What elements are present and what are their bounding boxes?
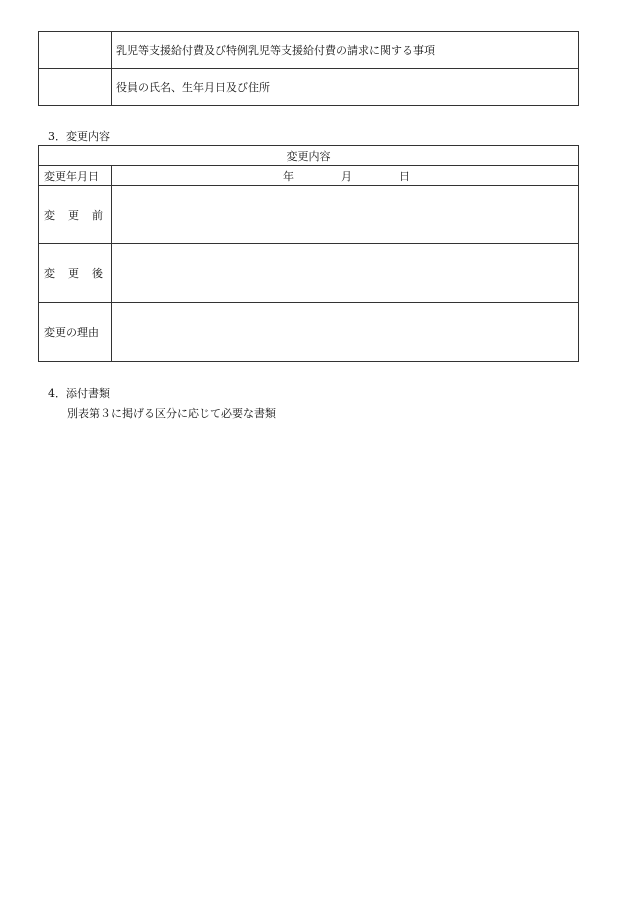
reason-value-cell[interactable] xyxy=(112,303,578,361)
after-row xyxy=(39,244,578,303)
before-row xyxy=(39,186,578,244)
before-value-cell[interactable] xyxy=(112,186,578,243)
change-table-header: 変更内容 xyxy=(39,146,578,166)
date-row xyxy=(39,166,578,186)
section4-heading: 4．添付書類 xyxy=(48,387,110,400)
row-label-cell xyxy=(39,32,112,68)
change-table xyxy=(38,145,579,362)
after-value-cell[interactable] xyxy=(112,244,578,302)
section3-heading: 3．変更内容 xyxy=(48,130,110,143)
row-text-cell: 役員の氏名、生年月日及び住所 xyxy=(116,81,270,94)
items-table xyxy=(38,31,579,106)
date-label: 変更年月日 xyxy=(39,166,112,185)
section4-body: 別表第３に掲げる区分に応じて必要な書類 xyxy=(67,407,276,420)
day-unit: 日 xyxy=(399,169,410,183)
row-text-cell: 乳児等支援給付費及び特例乳児等支援給付費の請求に関する事項 xyxy=(116,44,435,57)
after-label: 変更後 xyxy=(39,244,112,302)
reason-row xyxy=(39,303,578,361)
year-unit: 年 xyxy=(283,169,294,183)
before-label: 変更前 xyxy=(39,186,112,243)
reason-label: 変更の理由 xyxy=(39,303,112,361)
row-label-cell xyxy=(39,69,112,105)
table-row xyxy=(39,69,578,105)
month-unit: 月 xyxy=(341,169,352,183)
date-value-cell[interactable] xyxy=(112,166,578,185)
table-row xyxy=(39,32,578,69)
